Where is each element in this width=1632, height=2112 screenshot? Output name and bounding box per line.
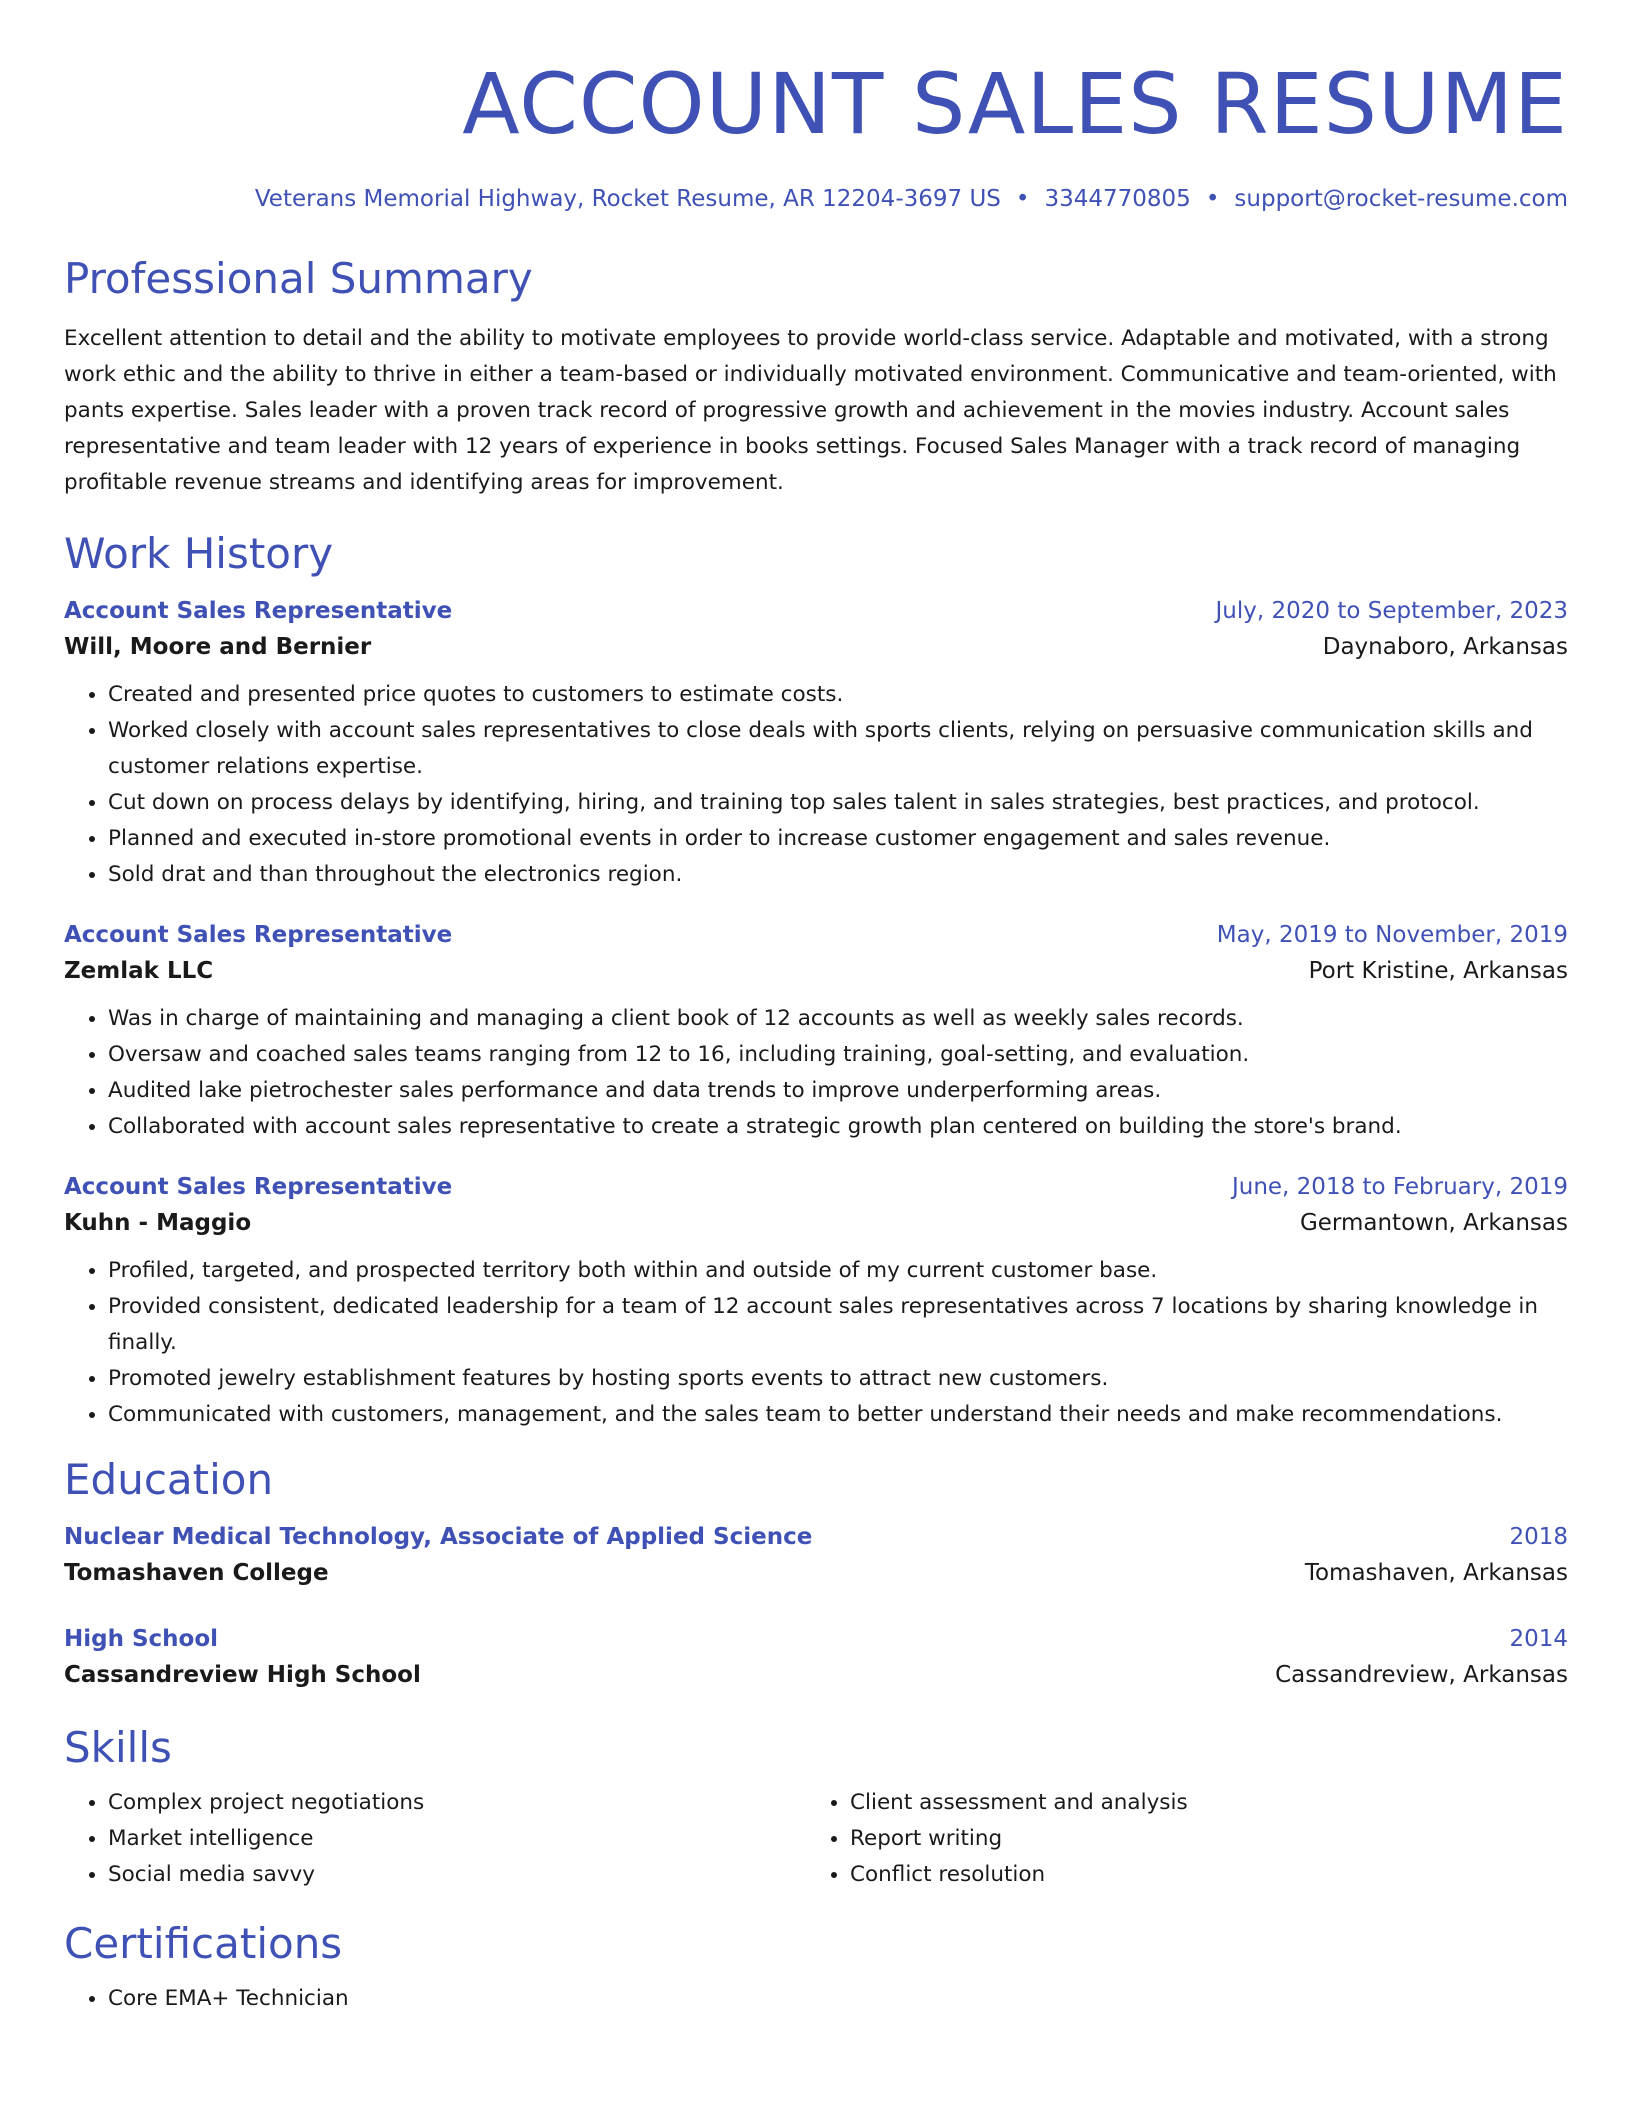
job-bullet: • Sold drat and than throughout the electronics region.: [108, 857, 1568, 893]
job-bullets: [64, 1001, 1568, 1145]
skills-columns: [64, 1785, 1568, 1893]
job-bullet: • Provided consistent, dedicated leadership for a team of 12 account sales representatives across 7 locations by sharing knowledge in finally.: [108, 1289, 1568, 1361]
contact-phone: 3344770805: [1044, 186, 1191, 212]
skill-item: • Report writing: [850, 1821, 1548, 1857]
job-bullet: • Collaborated with account sales representative to create a strategic growth plan centered on building the store's brand.: [108, 1109, 1568, 1145]
education-entry: [64, 1623, 1568, 1695]
job-company: Kuhn - Maggio: [64, 1210, 252, 1236]
education-year: 2018: [1509, 1524, 1568, 1550]
job-entry: [64, 595, 1568, 893]
job-title: Account Sales Representative: [64, 598, 453, 624]
education-header-row: [64, 1521, 1568, 1553]
job-company-row: [64, 627, 1568, 667]
contact-line: [64, 184, 1568, 214]
job-bullet: • Audited lake pietrochester sales performance and data trends to improve underperforming areas.: [108, 1073, 1568, 1109]
job-entry: [64, 1171, 1568, 1433]
education-location: Tomashaven, Arkansas: [1304, 1560, 1568, 1586]
job-dates: June, 2018 to February, 2019: [1231, 1174, 1568, 1200]
job-title: Account Sales Representative: [64, 1174, 453, 1200]
education-header-row: [64, 1623, 1568, 1655]
contact-address: Veterans Memorial Highway, Rocket Resume, AR 12204-3697 US: [254, 186, 1001, 212]
skill-item: • Complex project negotiations: [108, 1785, 806, 1821]
skills-heading: Skills: [64, 1723, 172, 1772]
education-year: 2014: [1509, 1626, 1568, 1652]
job-bullet: • Cut down on process delays by identifying, hiring, and training top sales talent in sales strategies, best practices, and protocol.: [108, 785, 1568, 821]
skill-item: • Conflict resolution: [850, 1857, 1548, 1893]
contact-email[interactable]: support@rocket-resume.com: [1234, 186, 1568, 212]
resume-title: ACCOUNT SALES RESUME: [462, 55, 1568, 153]
job-bullet: • Profiled, targeted, and prospected territory both within and outside of my current customer base.: [108, 1253, 1568, 1289]
job-bullet: • Was in charge of maintaining and managing a client book of 12 accounts as well as weekly sales records.: [108, 1001, 1568, 1037]
job-bullets: [64, 677, 1568, 893]
job-company-row: [64, 1203, 1568, 1243]
education-school: Cassandreview High School: [64, 1662, 421, 1688]
job-bullet: • Planned and executed in-store promotional events in order to increase customer engagement and sales revenue.: [108, 821, 1568, 857]
job-title: Account Sales Representative: [64, 922, 453, 948]
education-entry: [64, 1521, 1568, 1593]
work-history-heading: Work History: [64, 529, 334, 578]
skill-item: • Market intelligence: [108, 1821, 806, 1857]
job-bullet: • Communicated with customers, management, and the sales team to better understand their needs and make recommendations.: [108, 1397, 1568, 1433]
summary-text: Excellent attention to detail and the ability to motivate employees to provide world-class service. Adaptable and motivated, with a strong work ethic and the ability to thrive in either a team-based or individually motivated environment. Communicative and team-oriented, with pants expertise. Sales leader with a proven track record of progressive growth and achievement in the movies industry. Account sales representative and team leader with 12 years of experience in books settings. Focused Sales Manager with a track record of managing profitable revenue streams and identifying areas for improvement.: [64, 326, 1557, 495]
skill-item: • Client assessment and analysis: [850, 1785, 1548, 1821]
job-entry: [64, 919, 1568, 1145]
job-bullet: • Promoted jewelry establishment features by hosting sports events to attract new customers.: [108, 1361, 1568, 1397]
education-degree: Nuclear Medical Technology, Associate of Applied Science: [64, 1524, 813, 1550]
education-school: Tomashaven College: [64, 1560, 329, 1586]
summary-heading: Professional Summary: [64, 254, 533, 303]
job-header-row: [64, 595, 1568, 627]
job-dates: May, 2019 to November, 2019: [1216, 922, 1568, 948]
education-school-row: [64, 1553, 1568, 1593]
job-header-row: [64, 919, 1568, 951]
education-location: Cassandreview, Arkansas: [1275, 1662, 1568, 1688]
job-company: Will, Moore and Bernier: [64, 634, 372, 660]
job-bullet: • Oversaw and coached sales teams ranging from 12 to 16, including training, goal-setting, and evaluation.: [108, 1037, 1568, 1073]
contact-separator: •: [1015, 186, 1030, 212]
education-heading: Education: [64, 1455, 274, 1504]
skills-column-left: [64, 1785, 806, 1893]
certifications-heading: Certifications: [64, 1919, 343, 1968]
job-dates: July, 2020 to September, 2023: [1215, 598, 1568, 624]
certification-item: • Core EMA+ Technician: [108, 1981, 1568, 2017]
skill-item: • Social media savvy: [108, 1857, 806, 1893]
contact-separator: •: [1205, 186, 1220, 212]
job-location: Port Kristine, Arkansas: [1308, 958, 1568, 984]
job-bullet: • Created and presented price quotes to customers to estimate costs.: [108, 677, 1568, 713]
job-company-row: [64, 951, 1568, 991]
skills-column-right: [806, 1785, 1548, 1893]
certifications-list: [64, 1981, 1568, 2017]
job-header-row: [64, 1171, 1568, 1203]
job-company: Zemlak LLC: [64, 958, 214, 984]
education-school-row: [64, 1655, 1568, 1695]
job-location: Germantown, Arkansas: [1299, 1210, 1568, 1236]
education-degree: High School: [64, 1626, 219, 1652]
job-location: Daynaboro, Arkansas: [1322, 634, 1568, 660]
job-bullets: [64, 1253, 1568, 1433]
job-bullet: • Worked closely with account sales representatives to close deals with sports clients, relying on persuasive communication skills and customer relations expertise.: [108, 713, 1568, 785]
